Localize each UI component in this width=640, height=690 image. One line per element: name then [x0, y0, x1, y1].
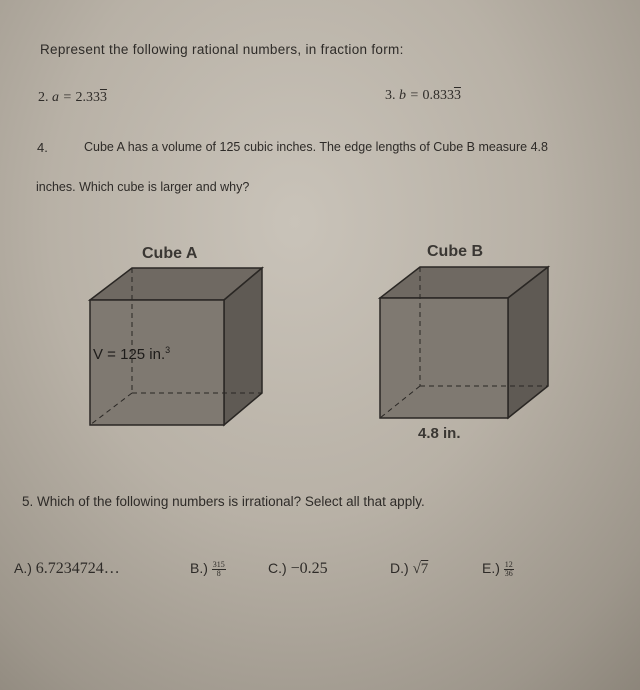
question-4-line-2: inches. Which cube is larger and why? — [36, 180, 250, 194]
option-c-letter: C.) — [268, 560, 287, 576]
q3-label: 3. — [385, 88, 396, 103]
option-d-value — [413, 561, 429, 577]
cube-a-title: Cube A — [142, 245, 198, 262]
q3-repeat-digit: 3 — [453, 88, 461, 103]
option-d-radical-sign: √ — [412, 561, 421, 577]
option-e-denominator: 36 — [504, 568, 513, 578]
q2-repeat-digit: 3 — [99, 90, 107, 105]
option-a-letter: A.) — [14, 560, 32, 576]
option-d-letter: D.) — [390, 560, 409, 576]
cube-b-drawing — [380, 267, 548, 418]
option-a[interactable] — [14, 560, 120, 578]
option-e-letter: E.) — [482, 560, 500, 576]
cube-b-edge-label: 4.8 in. — [418, 425, 461, 442]
q2-lhs: a = — [52, 90, 76, 105]
question-4-line-1: Cube A has a volume of 125 cubic inches. The edge lengths of Cube B measure 4.8 — [84, 140, 548, 154]
option-d[interactable] — [390, 560, 428, 578]
cube-b-front-face — [380, 298, 508, 418]
cube-b-title: Cube B — [427, 243, 483, 260]
q3-lhs: b = — [399, 88, 423, 103]
q3-value: 0.833 — [422, 88, 454, 103]
option-c-value: −0.25 — [290, 560, 328, 577]
option-a-value: 6.7234724… — [35, 560, 120, 577]
q2-value: 2.33 — [75, 90, 100, 105]
option-b-letter: B.) — [190, 560, 208, 576]
option-d-radicand: 7 — [420, 561, 429, 577]
option-e[interactable] — [482, 560, 514, 578]
cube-a-volume-text: V = 125 in. — [93, 346, 166, 363]
cube-a-volume-label — [93, 345, 170, 363]
option-e-fraction — [504, 561, 514, 578]
option-e-numerator: 12 — [504, 559, 513, 569]
question-4-number: 4. — [37, 140, 48, 155]
cube-a-volume-exponent: 3 — [165, 345, 171, 355]
option-b-numerator: 315 — [212, 559, 225, 569]
option-c[interactable] — [268, 560, 328, 578]
q2-label: 2. — [38, 90, 49, 105]
question-5-prompt: 5. Which of the following numbers is irrational? Select all that apply. — [22, 494, 425, 509]
option-b-fraction — [212, 561, 226, 578]
instructions-heading: Represent the following rational numbers, in fraction form: — [40, 42, 404, 57]
option-b-denominator: 8 — [216, 568, 221, 578]
option-b[interactable] — [190, 560, 226, 578]
